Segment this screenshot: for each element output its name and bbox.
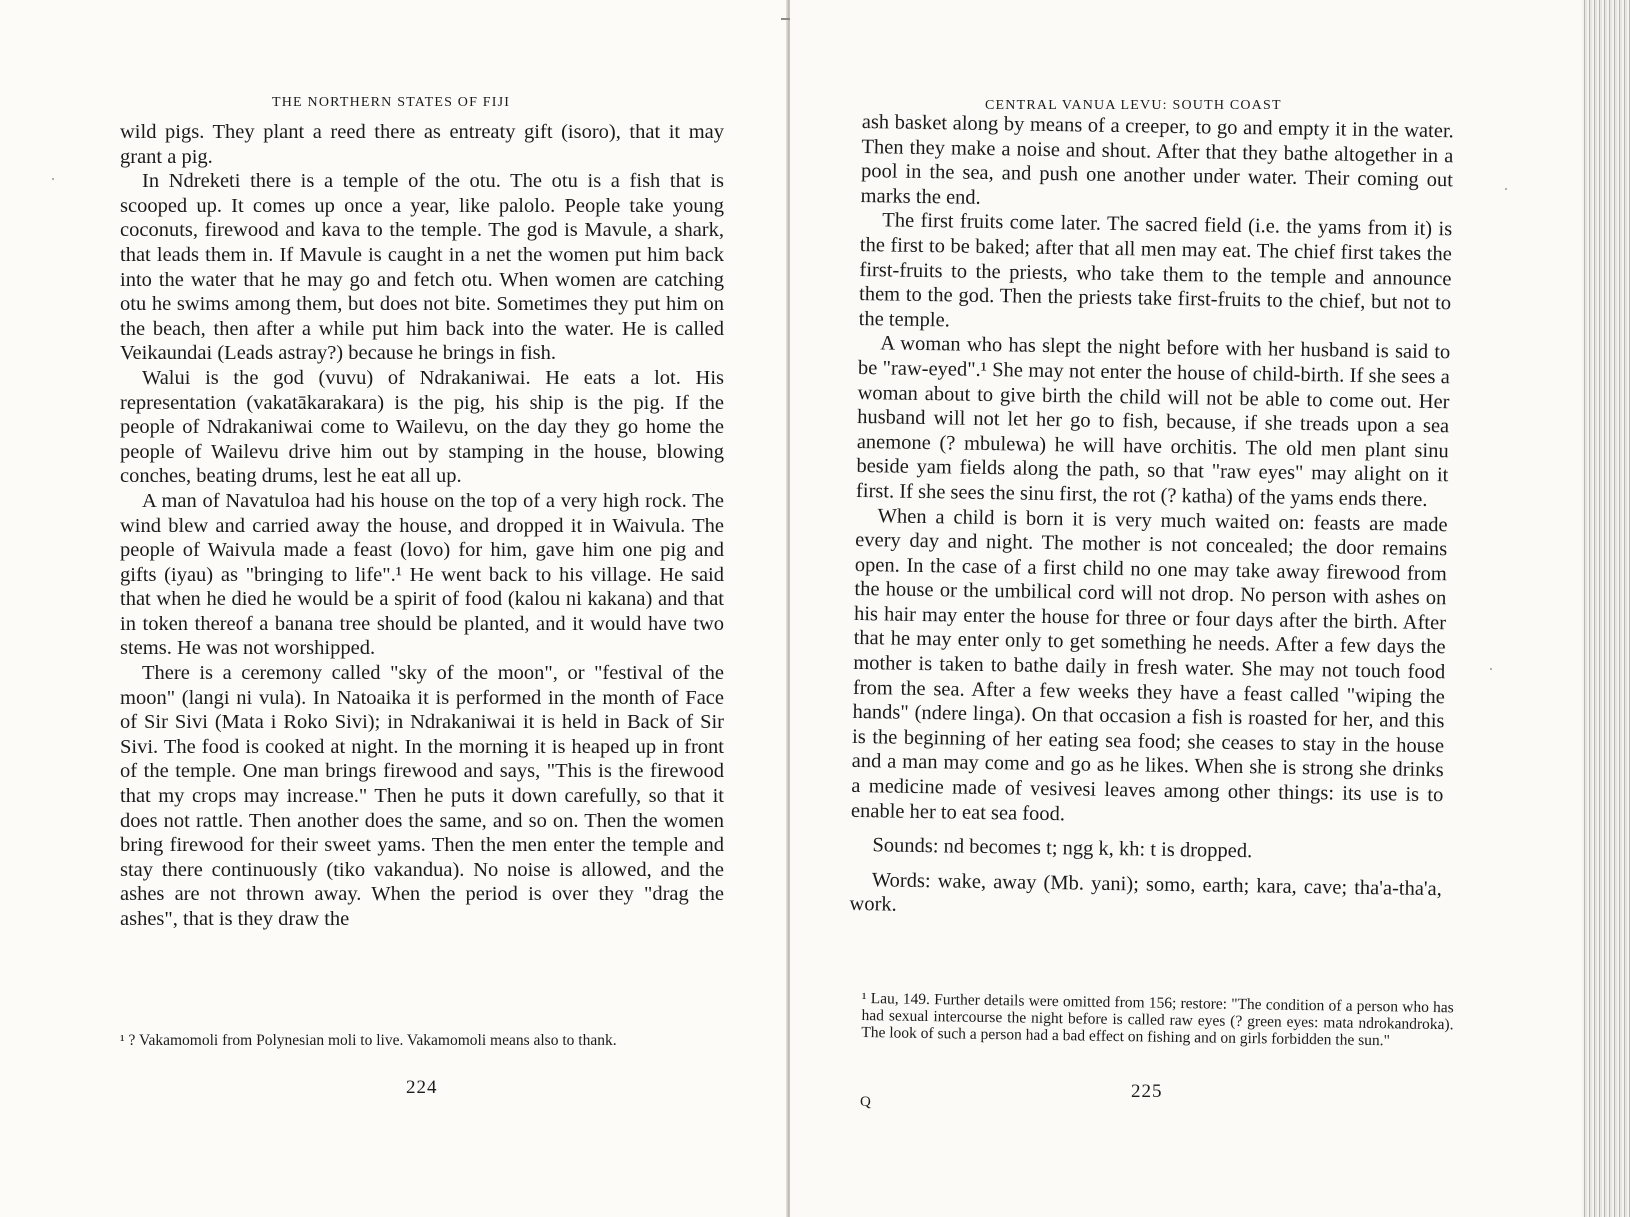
paragraph: There is a ceremony called "sky of the moon", or "festival of the moon" (langi ni vula). In Natoaika it is performed in the month of Face of Sir Sivi (Mata i Roko Sivi); in Ndrakaniwai it is held in Back of Sir Sivi. The food is cooked at night. In the morning it is heaped up in front of the temple. One man brings firewood and says, "This is the firewood that my crops may increase." Then he puts it down carefully, so that it does not rattle. Then another does the same, and so on. Then the women bring firewood for their sweet yams. Then the men enter the temple and stay there continuously (tiko vakandua). No noise is allowed, and the ashes are not thrown away. When the period is over they "drag the ashes", that is they draw the [120, 662, 724, 930]
paragraph: Sounds: nd becomes t; ngg k, kh: t is dropped. [872, 834, 1253, 863]
left-page [0, 0, 790, 1217]
page-edge-strips [1582, 0, 1630, 1217]
paper-speck [1490, 668, 1492, 670]
running-head-left: THE NORTHERN STATES OF FIJI [272, 95, 511, 110]
paragraph: A man of Navatuloa had his house on the top of a very high rock. The wind blew and carried away the house, and dropped it in Waivula. The people of Waivula made a feast (lovo) for him, gave him one pig and gifts (iyau) as "bringing to life".¹ He went back to his village. He said that when he died he would be a spirit of food (kalou ni kakana) and that in token thereof a banana tree should be planted, and it would have two stems. He was not worshipped. [120, 489, 724, 660]
paragraph: The first fruits come later. The sacred field (i.e. the yams from it) is the first to be baked; after that all men may eat. The chief first takes the first-fruits to the priests, who take them to the temple and announce them to the god. Then the priests take first-fruits to the chief, but not to the temple. [858, 209, 1453, 332]
paragraph: Words: wake, away (Mb. yani); somo, earth; kara, cave; tha'a-tha'a, work. [849, 869, 1443, 917]
page-number-left: 224 [406, 1077, 438, 1098]
footnote-left: ¹ ? Vakamomoli from Polynesian moli to live. Vakamomoli means also to thank. [120, 1032, 617, 1049]
paragraph: A woman who has slept the night before with her husband is said to be "raw-eyed".¹ She may not enter the house of child-birth. If she sees a woman about to give birth the child will not be able to come out. Her husband will not let her go to fish, because, if she treads upon a sea anemone (? mbulewa) he will have orchitis. The old men plant sinu beside yam fields along the path, so that "raw eyes" may alight on it first. If she sees the sinu first, the rot (? katha) of the yams ends there. [855, 332, 1451, 511]
right-page [790, 0, 1630, 1217]
footnote-right: ¹ Lau, 149. Further details were omitted from 156; restore: "The condition of a person who has had sexual intercourse the night before is called raw eyes (? green eyes: mata ndrokandroka). The look of such a person had a bad effect on fishing and on girls forbidden the sun." [861, 990, 1454, 1050]
paper-speck [1505, 188, 1507, 190]
paper-speck [52, 178, 54, 180]
page-number-right: 225 [1131, 1081, 1163, 1102]
paragraph: When a child is born it is very much waited on: feasts are made every day and night. The mother is not concealed; the door remains open. In the case of a first child no one may take away firewood from the house or the umbilical cord will not drop. No person with ashes on his hair may enter the house for three or four days after the birth. After that he may enter only to get something he needs. After a few days the mother is taken to bathe daily in fresh water. She may not touch food from the sea. After a few weeks they have a feast called "wiping the hands" (ndere linga). On that occasion a fish is roasted for her, and this is the beginning of her eating sea food; she ceases to stay in the house and a man may come and go as he likes. When she is strong she drinks a medicine made of vesivesi leaves among other things: its use is to enable her to eat sea food. [850, 504, 1448, 825]
paragraph: In Ndreketi there is a temple of the otu. The otu is a fish that is scooped up. It comes up once a year, like palolo. People take young coconuts, firewood and kava to the temple. The god is Mavule, a shark, that leads them in. If Mavule is caught in a net the women put him back into the water that he may go and fetch otu. When women are catching otu he swims among them, but does not bite. Sometimes they put him on the beach, then after a while put him back into the water. He is called Veikaundai (Leads astray?) because he brings in fish. [120, 170, 724, 365]
paragraph: ash basket along by means of a creeper, to go and empty it in the water. Then they make a noise and shout. After that they bathe altogether in a pool in the sea, and push one another under water. Their coming out marks the end. [860, 110, 1454, 209]
running-head-right: CENTRAL VANUA LEVU: SOUTH COAST [985, 98, 1282, 113]
left-page-body [120, 120, 724, 932]
right-page-body [849, 110, 1454, 926]
paragraph: Walui is the god (vuvu) of Ndrakaniwai. He eats a lot. His representation (vakatākarakara) is the pig, his ship is the pig. If the people of Ndrakaniwai come to Wailevu, on the day they go home the people of Wailevu drive him out by stamping in the house, blowing conches, beating drums, lest he eat all up. [120, 366, 724, 488]
paragraph: wild pigs. They plant a reed there as entreaty gift (isoro), that it may grant a pig. [120, 121, 724, 168]
signature-mark: Q [860, 1094, 871, 1110]
